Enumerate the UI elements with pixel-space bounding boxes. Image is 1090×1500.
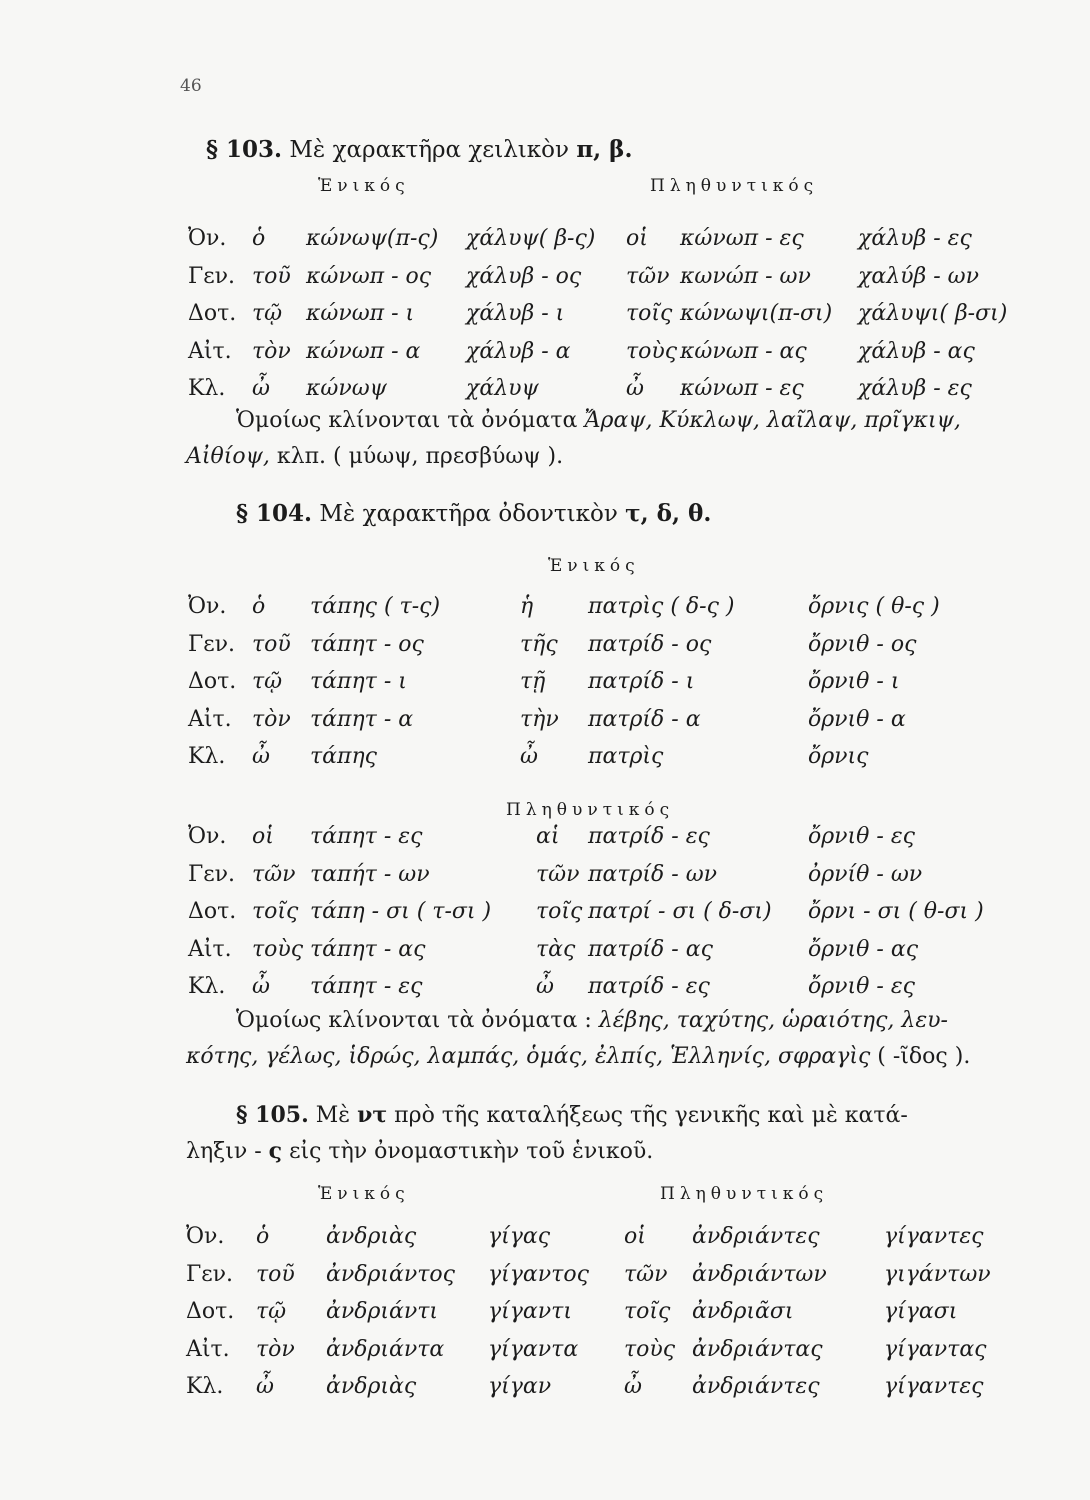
cell-art2: τοῖς — [536, 899, 583, 924]
cell-case: Ὀν. — [188, 226, 227, 251]
cell-art: τοῦ — [252, 631, 291, 657]
section-105-heading-line2 — [186, 1138, 653, 1164]
cell-c: κώνωπ - ες — [680, 376, 804, 401]
cell-b: χάλυψ( β-ς) — [466, 226, 596, 251]
cell-art2: τῶν — [536, 861, 580, 887]
cell-part: τοῖς — [624, 1299, 671, 1324]
cell-d: χάλυβ - ες — [858, 226, 972, 251]
cell-b: πατρίδ - ες — [588, 824, 710, 849]
cell-art2: τῇ — [520, 669, 546, 694]
cell-art: τοῦ — [252, 263, 291, 289]
heading-text: Μὲ χαρακτῆρα χειλικὸν — [289, 137, 570, 163]
cell-case: Δοτ. — [186, 1299, 235, 1324]
cell-art2: ὦ — [520, 744, 538, 769]
cell-a: κώνωψ(π-ς) — [306, 226, 439, 251]
heading-bold: ς — [268, 1138, 283, 1164]
col-singular: Ἑνικός — [548, 556, 640, 576]
heading-text: πρὸ τῆς καταλήξεως τῆς γενικῆς καὶ μὲ κατά- — [394, 1103, 908, 1128]
cell-b: πατρίδ - ων — [588, 861, 718, 887]
note-plain: κλπ. ( μύωψ, πρεσβύωψ ). — [276, 444, 564, 469]
note-italic: Αἰθίοψ, — [186, 444, 270, 469]
cell-a: τάπητ - α — [310, 706, 414, 732]
cell-d: χάλυβ - ες — [858, 376, 972, 401]
cell-art: τὸν — [252, 338, 291, 364]
cell-art: τοὺς — [252, 936, 304, 962]
cell-b: γίγαν — [488, 1374, 552, 1399]
col-singular: Ἑνικός — [318, 1184, 410, 1204]
heading-text: εἰς τὴν ὀνομαστικὴν τοῦ ἑνικοῦ. — [289, 1139, 654, 1164]
cell-c: ὄρνιθ - ας — [808, 936, 919, 962]
col-singular: Ἑνικός — [318, 176, 410, 196]
cell-b: γίγαντι — [488, 1299, 572, 1324]
cell-a: τάπητ - ας — [310, 936, 426, 962]
cell-b: πατρίδ - ος — [588, 631, 712, 657]
cell-art2: ἡ — [520, 594, 534, 619]
cell-art: τῷ — [252, 301, 283, 326]
cell-case: Δοτ. — [188, 301, 237, 326]
cell-c: ἀνδριάντες — [692, 1224, 820, 1249]
cell-a: κώνωπ - ι — [306, 301, 415, 326]
section-105-heading-line1 — [236, 1102, 908, 1128]
cell-b: χάλυβ - ι — [466, 301, 565, 326]
cell-case: Κλ. — [188, 974, 226, 999]
heading-letters: τ, δ, θ. — [625, 500, 712, 527]
cell-a: κώνωπ - ος — [306, 263, 432, 289]
cell-d: γίγασι — [884, 1299, 958, 1324]
cell-case: Δοτ. — [188, 899, 237, 924]
cell-case: Αἰτ. — [186, 1336, 230, 1362]
cell-case: Γεν. — [188, 861, 236, 887]
cell-b: γίγαντος — [488, 1261, 589, 1287]
cell-b: γίγαντα — [488, 1336, 579, 1362]
cell-part: τοῖς — [626, 301, 673, 326]
cell-c: ὄρνι - σι ( θ-σι ) — [808, 899, 984, 924]
section-number: § 103. — [206, 136, 283, 163]
cell-a: ἀνδριάντος — [326, 1261, 456, 1287]
cell-a: ἀνδριὰς — [326, 1224, 417, 1249]
cell-case: Αἰτ. — [188, 936, 232, 962]
cell-c: ὄρνιθ - α — [808, 706, 906, 732]
note-italic: κότης, γέλως, ἱδρώς, λαμπάς, ὁμάς, ἐλπίς, Ἑλληνίς, σφραγὶς — [186, 1044, 871, 1069]
cell-art: τῷ — [252, 669, 283, 694]
cell-part: οἱ — [624, 1224, 646, 1249]
cell-c: ὄρνις ( θ-ς ) — [808, 594, 940, 619]
cell-a: τάπη - σι ( τ-σι ) — [310, 899, 492, 924]
cell-case: Ὀν. — [188, 594, 227, 619]
note-103-line2 — [186, 444, 563, 469]
cell-c: ὀρνίθ - ων — [808, 861, 923, 887]
cell-c: ἀνδριάντων — [692, 1261, 827, 1287]
col-plural: Πληθυντικός — [506, 800, 675, 820]
cell-art: τοῦ — [256, 1261, 295, 1287]
cell-d: χαλύβ - ων — [858, 263, 979, 289]
section-number: § 105. — [236, 1102, 309, 1128]
cell-case: Κλ. — [188, 744, 226, 769]
cell-art2: τὴν — [520, 706, 559, 732]
cell-c: ὄρνιθ - ι — [808, 669, 900, 694]
cell-art: ὁ — [252, 594, 266, 619]
note-italic: Ἄραψ, Κύκλωψ, λαῖλαψ, πρῖγκιψ, — [584, 408, 961, 433]
cell-art2: τῆς — [520, 631, 558, 657]
cell-d: γίγαντες — [884, 1374, 984, 1399]
note-104-line1 — [236, 1008, 948, 1033]
note-italic: λέβης, ταχύτης, ὡραιότης, λευ- — [598, 1008, 948, 1033]
cell-case: Κλ. — [186, 1374, 224, 1399]
note-103-line1 — [236, 408, 961, 433]
cell-art2: ὦ — [536, 974, 554, 999]
cell-d: γίγαντας — [884, 1336, 987, 1362]
cell-case: Γεν. — [188, 631, 236, 657]
cell-a: ἀνδριὰς — [326, 1374, 417, 1399]
cell-c: κώνωπ - ες — [680, 226, 804, 251]
cell-part: οἱ — [626, 226, 648, 251]
cell-art: ὦ — [252, 376, 270, 401]
cell-art2: αἱ — [536, 824, 560, 849]
cell-c: ἀνδριάντας — [692, 1336, 823, 1362]
cell-part: ὦ — [626, 376, 644, 401]
section-104-heading — [236, 500, 711, 527]
cell-a: τάπητ - ι — [310, 669, 407, 694]
cell-a: τάπητ - ες — [310, 824, 423, 849]
cell-art: τὸν — [252, 706, 291, 732]
cell-d: χάλυψι( β-σι) — [858, 301, 1008, 326]
cell-art: ὁ — [252, 226, 266, 251]
cell-art2: τὰς — [536, 936, 576, 962]
cell-part: τοὺς — [624, 1336, 676, 1362]
cell-art: τὸν — [256, 1336, 295, 1362]
cell-a: τάπητ - ος — [310, 631, 424, 657]
cell-part: ὦ — [624, 1374, 642, 1399]
cell-art: ὦ — [252, 974, 270, 999]
cell-a: κώνωπ - α — [306, 338, 421, 364]
cell-c: ὄρνιθ - ος — [808, 631, 917, 657]
cell-case: Δοτ. — [188, 669, 237, 694]
cell-a: τάπης — [310, 744, 377, 769]
cell-case: Γεν. — [188, 263, 236, 289]
cell-part: τοὺς — [626, 338, 678, 364]
cell-b: πατρί - σι ( δ-σι) — [588, 899, 772, 924]
cell-art: οἱ — [252, 824, 274, 849]
cell-a: ταπήτ - ων — [310, 861, 430, 887]
heading-bold: ντ — [357, 1102, 388, 1128]
cell-part: τῶν — [626, 263, 670, 289]
cell-c: ὄρνιθ - ες — [808, 824, 915, 849]
cell-b: πατρίδ - ι — [588, 669, 695, 694]
col-plural: Πληθυντικός — [650, 176, 819, 196]
cell-c: ἀνδριᾶσι — [692, 1299, 794, 1324]
cell-d: γίγαντες — [884, 1224, 984, 1249]
heading-text: ληξιν - — [186, 1139, 262, 1164]
note-plain: ( -ῖδος ). — [877, 1044, 971, 1069]
cell-b: πατρίδ - ες — [588, 974, 710, 999]
cell-art: τῶν — [252, 861, 296, 887]
cell-case: Αἰτ. — [188, 338, 232, 364]
cell-art: ὁ — [256, 1224, 270, 1249]
cell-d: γιγάντων — [884, 1261, 991, 1287]
cell-a: κώνωψ — [306, 376, 387, 401]
cell-c: ὄρνιθ - ες — [808, 974, 915, 999]
cell-b: γίγας — [488, 1224, 551, 1249]
note-104-line2 — [186, 1044, 970, 1069]
heading-letters: π, β. — [576, 136, 633, 163]
cell-b: πατρίδ - ας — [588, 936, 713, 962]
cell-c: ἀνδριάντες — [692, 1374, 820, 1399]
cell-a: τάπητ - ες — [310, 974, 423, 999]
cell-case: Αἰτ. — [188, 706, 232, 732]
note-plain: Ὁμοίως κλίνονται τὰ ὀνόματα : — [236, 1008, 592, 1033]
cell-case: Ὀν. — [188, 824, 227, 849]
cell-art: ὦ — [256, 1374, 274, 1399]
section-number: § 104. — [236, 500, 313, 527]
cell-b: χάλυβ - ος — [466, 263, 582, 289]
cell-b: πατρίδ - α — [588, 706, 701, 732]
cell-case: Ὀν. — [186, 1224, 225, 1249]
col-plural: Πληθυντικός — [660, 1184, 829, 1204]
cell-art: ὦ — [252, 744, 270, 769]
cell-case: Κλ. — [188, 376, 226, 401]
cell-b: πατρὶς — [588, 744, 664, 769]
cell-art: τῷ — [256, 1299, 287, 1324]
cell-c: κώνωψι(π-σι) — [680, 301, 833, 326]
heading-text: Μὲ — [315, 1103, 351, 1128]
cell-b: χάλυψ — [466, 376, 539, 401]
cell-a: ἀνδριάντα — [326, 1336, 445, 1362]
cell-a: τάπης ( τ-ς) — [310, 594, 441, 619]
cell-c: κώνωπ - ας — [680, 338, 807, 364]
cell-a: ἀνδριάντι — [326, 1299, 439, 1324]
cell-b: χάλυβ - α — [466, 338, 571, 364]
cell-case: Γεν. — [186, 1261, 234, 1287]
section-103-heading — [206, 136, 632, 163]
heading-text: Μὲ χαρακτῆρα ὀδοντικὸν — [319, 501, 618, 527]
cell-d: χάλυβ - ας — [858, 338, 975, 364]
cell-c: ὄρνις — [808, 744, 869, 769]
note-plain: Ὁμοίως κλίνονται τὰ ὀνόματα — [236, 408, 578, 433]
cell-b: πατρὶς ( δ-ς ) — [588, 594, 735, 619]
page-number: 46 — [180, 76, 202, 96]
cell-art: τοῖς — [252, 899, 299, 924]
cell-part: τῶν — [624, 1261, 668, 1287]
cell-c: κωνώπ - ων — [680, 263, 811, 289]
